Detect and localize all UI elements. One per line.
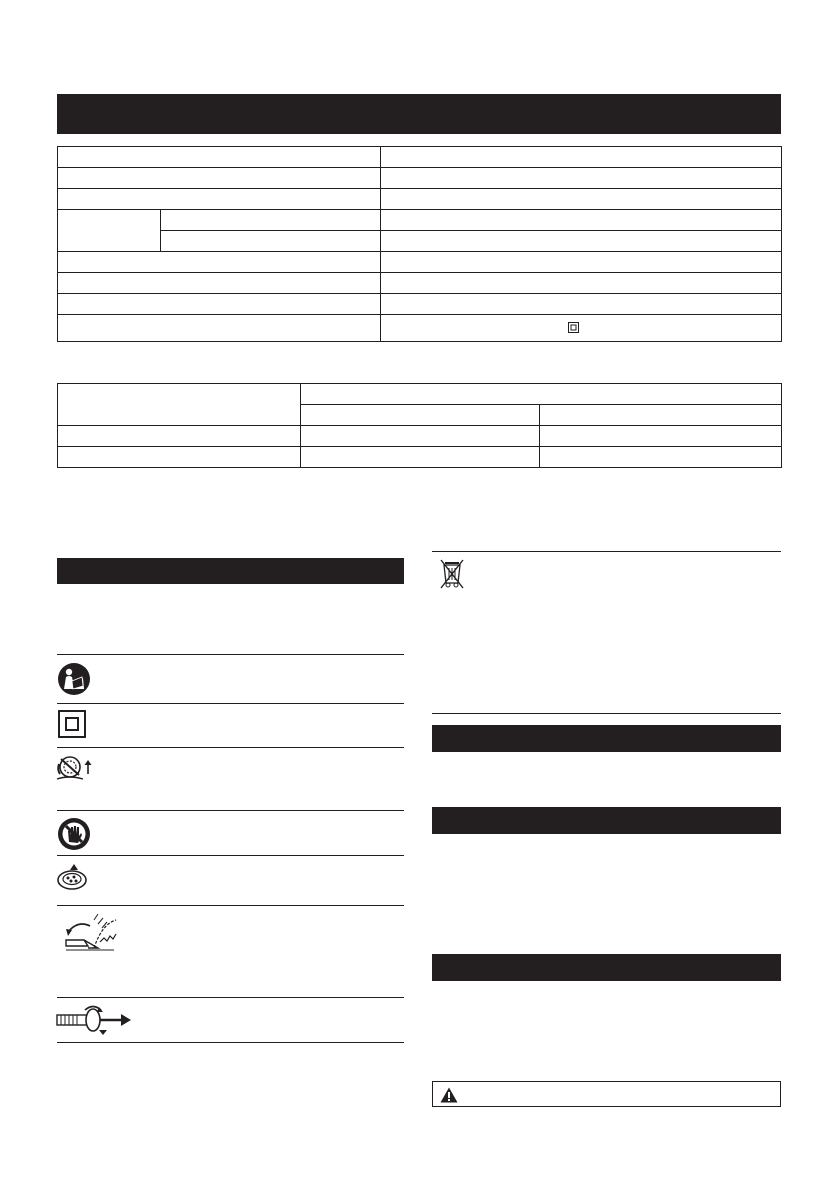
no-hands-in-blade-area-icon bbox=[57, 817, 91, 851]
warning-triangle-icon bbox=[440, 1087, 458, 1108]
table-row bbox=[58, 426, 782, 447]
no-abrasive-wheel-icon bbox=[56, 862, 92, 892]
divider bbox=[57, 855, 404, 856]
section-bar bbox=[432, 725, 781, 752]
divider bbox=[432, 551, 781, 552]
spec-row bbox=[58, 294, 782, 315]
table-row bbox=[58, 384, 782, 405]
divider bbox=[57, 747, 404, 748]
class-ii-double-insulation-icon bbox=[58, 710, 86, 738]
warning-box bbox=[432, 1081, 781, 1107]
divider bbox=[57, 654, 404, 655]
specifications-banner bbox=[57, 94, 781, 134]
cutting-capacity-table bbox=[57, 383, 782, 468]
divider bbox=[57, 905, 404, 906]
table-row bbox=[58, 447, 782, 468]
symbols-section-bar bbox=[57, 558, 404, 584]
divider bbox=[57, 1042, 404, 1043]
read-manual-icon bbox=[57, 662, 91, 696]
spec-row bbox=[58, 252, 782, 273]
spec-row bbox=[58, 273, 782, 294]
crossed-out-wheelie-bin-icon bbox=[438, 558, 466, 590]
spec-row bbox=[58, 315, 782, 342]
spec-row bbox=[58, 147, 782, 168]
class-ii-double-insulation-icon bbox=[568, 322, 579, 336]
divider bbox=[57, 703, 404, 704]
spec-row bbox=[58, 189, 782, 210]
divider bbox=[57, 810, 404, 811]
divider bbox=[432, 713, 781, 714]
lock-nut-turn-direction-icon bbox=[55, 1004, 135, 1036]
blade-guard-raise-warning-icon bbox=[55, 754, 99, 784]
specifications-table bbox=[57, 146, 782, 342]
spec-row bbox=[58, 168, 782, 189]
kickback-warning-icon bbox=[54, 912, 126, 952]
spec-row bbox=[58, 210, 782, 231]
divider bbox=[57, 997, 404, 998]
spec-row bbox=[58, 231, 782, 252]
section-bar bbox=[432, 807, 781, 834]
section-bar bbox=[432, 954, 781, 981]
